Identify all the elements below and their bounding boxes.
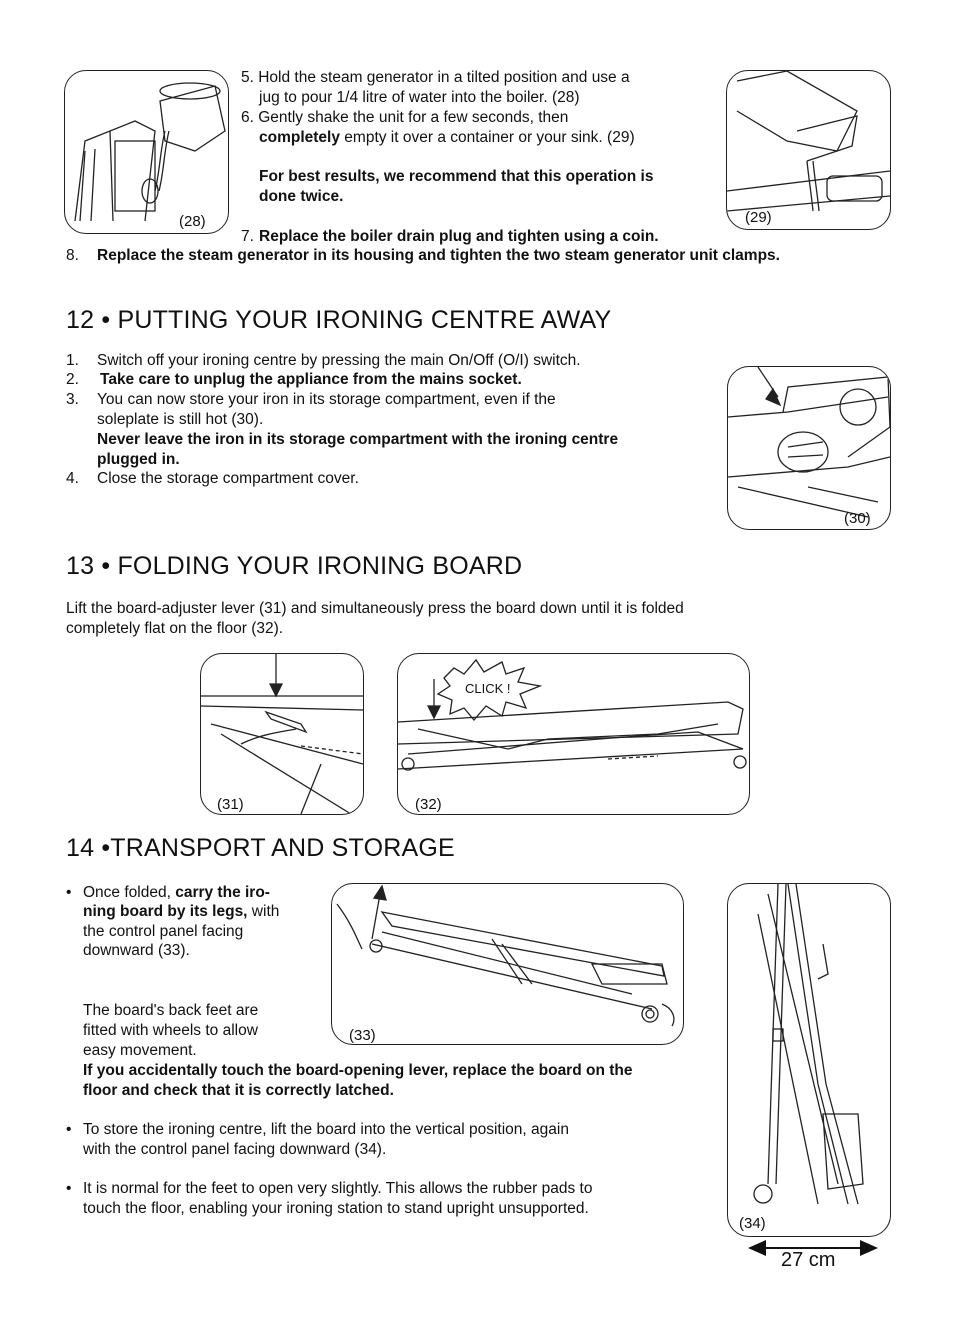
t1-rest: with xyxy=(247,903,280,920)
figure-32-illustration xyxy=(398,654,749,814)
t4-line-1: It is normal for the feet to open very slightly. This allows the rubber pads to xyxy=(83,1180,593,1197)
step-7-text: Replace the boiler drain plug and tighten using a coin. xyxy=(259,228,659,245)
step-6-rest: empty it over a container or your sink. (29) xyxy=(339,129,635,146)
step-6-line-2 xyxy=(259,128,635,148)
figure-30-illustration xyxy=(728,367,890,529)
best-results-line-2: done twice. xyxy=(259,188,344,205)
figure-34-caption: (34) xyxy=(739,1215,766,1232)
s12-step-4-number: 4. xyxy=(66,470,79,487)
t1-line-2 xyxy=(83,902,279,922)
s12-step-1: Switch off your ironing centre by pressing the main On/Off (O/I) switch. xyxy=(97,352,581,369)
t2-warning-line-1: If you accidentally touch the board-opening lever, replace the board on the xyxy=(83,1062,633,1079)
s12-step-3-number: 3. xyxy=(66,391,79,408)
figure-33-illustration xyxy=(332,884,683,1044)
step-8-number: 8. xyxy=(66,247,79,264)
figure-34 xyxy=(727,883,891,1237)
s12-step-2-number: 2. xyxy=(66,371,79,388)
step-8-text: Replace the steam generator in its housing and tighten the two steam generator unit clamps. xyxy=(97,247,780,264)
figure-32-caption: (32) xyxy=(415,796,442,813)
best-results-line-1: For best results, we recommend that this operation is xyxy=(259,168,654,185)
t2-line-2: fitted with wheels to allow xyxy=(83,1022,258,1039)
t1-line-1 xyxy=(83,883,270,903)
s12-warning-line-1: Never leave the iron in its storage compartment with the ironing centre xyxy=(97,431,619,448)
figure-33 xyxy=(331,883,684,1045)
t2-line-1: The board's back feet are xyxy=(83,1002,259,1019)
step-5-line-1: 5. Hold the steam generator in a tilted position and use a xyxy=(241,69,630,86)
figure-33-caption: (33) xyxy=(349,1027,376,1044)
section-13-heading: 13 • FOLDING YOUR IRONING BOARD xyxy=(66,552,523,580)
figure-31 xyxy=(200,653,364,815)
t2-line-3: easy movement. xyxy=(83,1042,197,1059)
figure-31-illustration xyxy=(201,654,363,814)
bullet-3: • xyxy=(66,1180,72,1197)
t3-line-1: To store the ironing centre, lift the board into the vertical position, again xyxy=(83,1121,569,1138)
figure-32 xyxy=(397,653,750,815)
click-label: CLICK ! xyxy=(465,681,511,696)
figure-28-illustration xyxy=(65,71,228,233)
step-6-emphasis: completely xyxy=(259,129,340,146)
t1-line-4: downward (33). xyxy=(83,942,190,959)
figure-28-caption: (28) xyxy=(179,213,206,230)
bullet-2: • xyxy=(66,1121,72,1138)
figure-31-caption: (31) xyxy=(217,796,244,813)
s12-warning-line-2: plugged in. xyxy=(97,451,180,468)
section-13-body-line-2: completely flat on the floor (32). xyxy=(66,620,284,637)
s12-step-2: Take care to unplug the appliance from the mains socket. xyxy=(100,371,522,388)
figure-30 xyxy=(727,366,891,530)
t4-line-2: touch the floor, enabling your ironing station to stand upright unsupported. xyxy=(83,1200,589,1217)
t2-warning-line-2: floor and check that it is correctly latched. xyxy=(83,1082,394,1099)
t1-emphasis-2: ning board by its legs, xyxy=(83,903,248,920)
t1-lead: Once folded, xyxy=(83,884,176,901)
t3-line-2: with the control panel facing downward (34). xyxy=(83,1141,387,1158)
step-5-line-2: jug to pour 1/4 litre of water into the boiler. (28) xyxy=(259,89,580,106)
s12-step-3-line-1: You can now store your iron in its storage compartment, even if the xyxy=(97,391,556,408)
figure-34-illustration xyxy=(728,884,890,1236)
width-label: 27 cm xyxy=(781,1249,836,1271)
bullet-1: • xyxy=(66,884,72,901)
figure-29-caption: (29) xyxy=(745,209,772,226)
figure-28 xyxy=(64,70,229,234)
step-6-line-1: 6. Gently shake the unit for a few seconds, then xyxy=(241,109,569,126)
s12-step-3-line-2: soleplate is still hot (30). xyxy=(97,411,264,428)
step-7-number: 7. xyxy=(241,228,254,245)
figure-29 xyxy=(726,70,891,230)
section-12-heading: 12 • PUTTING YOUR IRONING CENTRE AWAY xyxy=(66,306,612,334)
s12-step-4: Close the storage compartment cover. xyxy=(97,470,359,487)
section-13-body-line-1: Lift the board-adjuster lever (31) and simultaneously press the board down until it is folded xyxy=(66,600,684,617)
t1-emphasis-1: carry the iro- xyxy=(175,884,270,901)
figure-30-caption: (30) xyxy=(844,510,871,527)
t1-line-3: the control panel facing xyxy=(83,923,244,940)
figure-29-illustration xyxy=(727,71,890,229)
s12-step-1-number: 1. xyxy=(66,352,79,369)
section-14-heading: 14 •TRANSPORT AND STORAGE xyxy=(66,834,455,862)
